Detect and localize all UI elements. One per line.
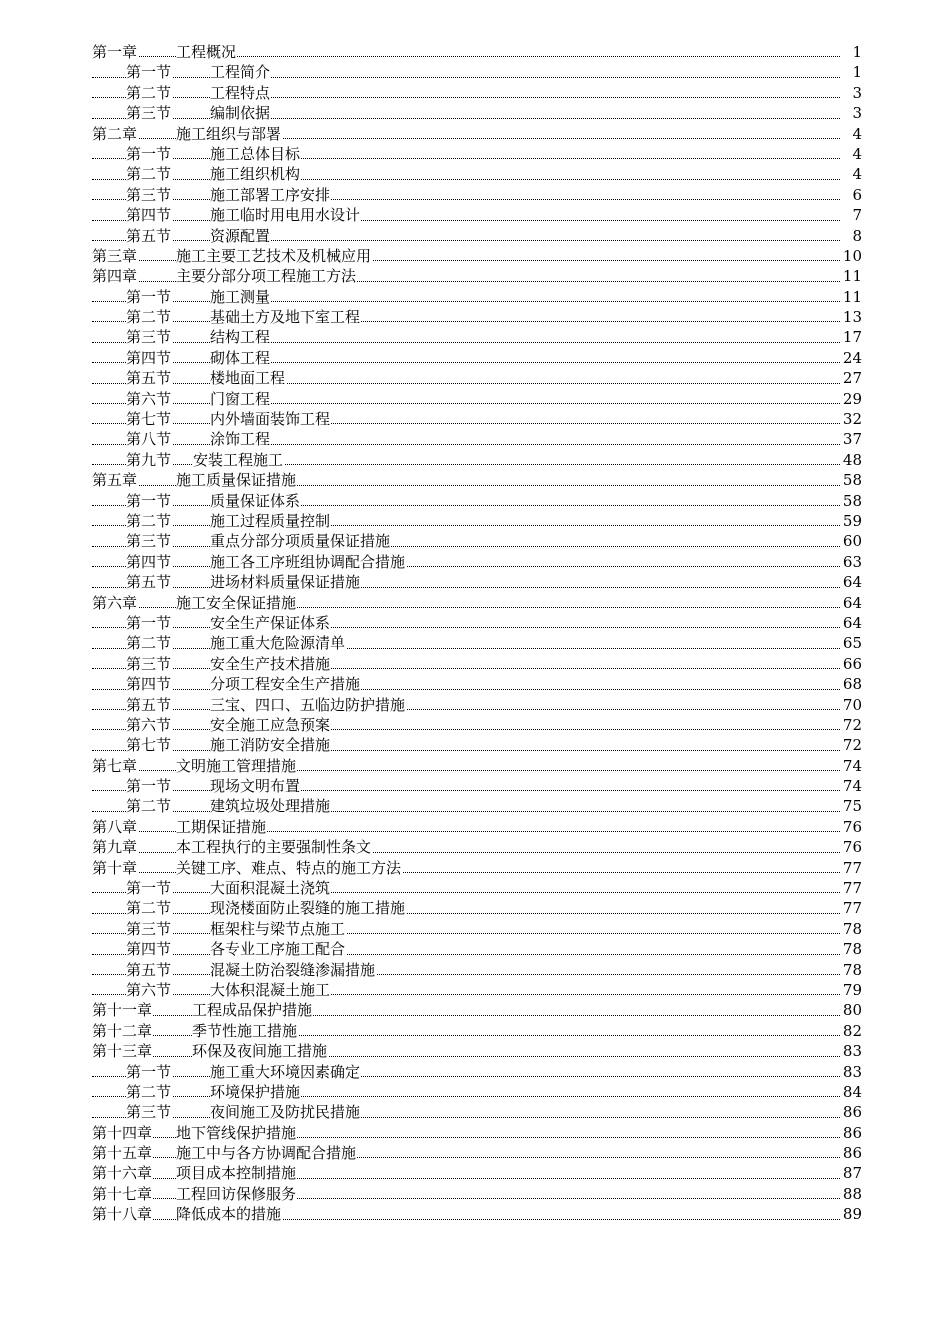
toc-entry-number: 第二节	[126, 899, 172, 918]
dot-leader	[92, 362, 840, 363]
toc-entry-page: 7	[852, 206, 862, 225]
toc-entry-page: 68	[842, 675, 862, 694]
toc-entry-page: 4	[852, 144, 862, 163]
dot-leader	[92, 546, 840, 547]
toc-entry-number: 第一章	[92, 43, 138, 61]
toc-chapter-entry[interactable]	[92, 1000, 862, 1020]
dot-leader	[92, 97, 840, 98]
toc-chapter-entry[interactable]	[92, 1204, 862, 1224]
toc-entry-page: 86	[842, 1123, 862, 1142]
toc-section-entry[interactable]	[92, 287, 862, 307]
toc-entry-number: 第二节	[126, 1082, 172, 1101]
toc-entry-title: 施工消防安全措施	[210, 736, 331, 755]
toc-entry-page: 3	[852, 83, 862, 102]
toc-chapter-entry[interactable]	[92, 1143, 862, 1163]
toc-entry-title: 结构工程	[210, 328, 271, 347]
toc-entry-title: 工程概况	[176, 43, 237, 61]
toc-entry-number: 第十四章	[92, 1123, 153, 1142]
toc-entry-number: 第四节	[126, 552, 172, 571]
dot-leader	[92, 729, 840, 730]
toc-entry-page: 27	[842, 369, 862, 388]
toc-entry-page: 77	[842, 899, 862, 918]
toc-entry-page: 37	[842, 430, 862, 449]
toc-entry-title: 夜间施工及防扰民措施	[210, 1103, 361, 1122]
toc-section-entry[interactable]	[92, 552, 862, 572]
dot-leader	[92, 77, 840, 78]
toc-section-entry[interactable]	[92, 715, 862, 735]
toc-entry-number: 第三节	[126, 654, 172, 673]
dot-leader	[92, 627, 840, 628]
toc-entry-number: 第五节	[126, 695, 172, 714]
toc-entry-page: 4	[852, 124, 862, 143]
toc-entry-number: 第三节	[126, 919, 172, 938]
toc-entry-title: 降低成本的措施	[176, 1205, 282, 1224]
toc-section-entry[interactable]	[92, 205, 862, 225]
toc-entry-number: 第七节	[126, 410, 172, 429]
toc-entry-page: 24	[842, 348, 862, 367]
toc-section-entry[interactable]	[92, 62, 862, 82]
toc-entry-page: 76	[842, 838, 862, 857]
toc-section-entry[interactable]	[92, 695, 862, 715]
toc-chapter-entry[interactable]	[92, 124, 862, 144]
toc-entry-title: 涂饰工程	[210, 430, 271, 449]
toc-entry-number: 第十五章	[92, 1144, 153, 1163]
toc-chapter-entry[interactable]	[92, 470, 862, 490]
toc-section-entry[interactable]	[92, 103, 862, 123]
toc-entry-page: 86	[842, 1103, 862, 1122]
toc-entry-number: 第二节	[126, 511, 172, 530]
toc-entry-number: 第五章	[92, 471, 138, 490]
toc-entry-page: 79	[842, 980, 862, 999]
toc-entry-title: 施工中与各方协调配合措施	[176, 1144, 357, 1163]
dot-leader	[92, 933, 840, 934]
dot-leader	[92, 1117, 840, 1118]
dot-leader	[92, 648, 840, 649]
toc-entry-title: 关键工序、难点、特点的施工方法	[176, 858, 402, 877]
toc-section-entry[interactable]	[92, 83, 862, 103]
dot-leader	[92, 301, 840, 302]
toc-entry-title: 文明施工管理措施	[176, 756, 297, 775]
dot-leader	[92, 383, 840, 384]
toc-entry-number: 第一节	[126, 491, 172, 510]
toc-entry-page: 78	[842, 960, 862, 979]
dot-leader	[92, 158, 840, 159]
toc-entry-title: 重点分部分项质量保证措施	[210, 532, 391, 551]
toc-chapter-entry[interactable]	[92, 1041, 862, 1061]
toc-entry-title: 砌体工程	[210, 348, 271, 367]
toc-entry-title: 施工组织机构	[210, 165, 301, 184]
toc-entry-number: 第五节	[126, 573, 172, 592]
toc-entry-number: 第八章	[92, 817, 138, 836]
toc-section-entry[interactable]	[92, 164, 862, 184]
toc-section-entry[interactable]	[92, 185, 862, 205]
toc-entry-title: 施工各工序班组协调配合措施	[210, 552, 406, 571]
toc-section-entry[interactable]	[92, 491, 862, 511]
toc-chapter-entry[interactable]	[92, 756, 862, 776]
toc-entry-title: 质量保证体系	[210, 491, 301, 510]
toc-chapter-entry[interactable]	[92, 266, 862, 286]
toc-entry-number: 第十八章	[92, 1205, 153, 1224]
dot-leader	[92, 587, 840, 588]
toc-entry-number: 第二节	[126, 634, 172, 653]
toc-entry-page: 60	[842, 532, 862, 551]
dot-leader	[92, 240, 840, 241]
dot-leader	[92, 709, 840, 710]
toc-section-entry[interactable]	[92, 898, 862, 918]
toc-entry-number: 第三节	[126, 532, 172, 551]
dot-leader	[92, 689, 840, 690]
toc-entry-number: 第十七章	[92, 1184, 153, 1203]
toc-entry-page: 63	[842, 552, 862, 571]
toc-entry-number: 第十章	[92, 858, 138, 877]
toc-section-entry[interactable]	[92, 796, 862, 816]
toc-entry-title: 施工质量保证措施	[176, 471, 297, 490]
toc-entry-page: 78	[842, 919, 862, 938]
toc-entry-number: 第十六章	[92, 1164, 153, 1183]
toc-entry-title: 混凝土防治裂缝渗漏措施	[210, 960, 376, 979]
toc-entry-page: 84	[842, 1082, 862, 1101]
toc-entry-page: 58	[842, 491, 862, 510]
toc-entry-title: 施工部署工序安排	[210, 185, 331, 204]
toc-entry-number: 第一节	[126, 144, 172, 163]
toc-entry-number: 第一节	[126, 1062, 172, 1081]
toc-entry-number: 第一节	[126, 613, 172, 632]
toc-chapter-entry[interactable]	[92, 1163, 862, 1183]
toc-chapter-entry[interactable]	[92, 837, 862, 857]
toc-entry-title: 施工重大危险源清单	[210, 634, 346, 653]
toc-entry-page: 11	[842, 287, 862, 306]
toc-entry-page: 10	[842, 246, 862, 265]
toc-entry-title: 三宝、四口、五临边防护措施	[210, 695, 406, 714]
dot-leader	[92, 423, 840, 424]
toc-entry-title: 大体积混凝土施工	[210, 980, 331, 999]
toc-section-entry[interactable]	[92, 735, 862, 755]
toc-entry-page: 4	[852, 165, 862, 184]
toc-entry-page: 74	[842, 756, 862, 775]
toc-entry-number: 第六节	[126, 389, 172, 408]
toc-entry-page: 88	[842, 1184, 862, 1203]
toc-entry-page: 78	[842, 940, 862, 959]
toc-section-entry[interactable]	[92, 776, 862, 796]
toc-entry-number: 第二章	[92, 124, 138, 143]
toc-entry-title: 地下管线保护措施	[176, 1123, 297, 1142]
toc-section-entry[interactable]	[92, 1102, 862, 1122]
toc-chapter-entry[interactable]	[92, 1123, 862, 1143]
toc-entry-page: 29	[842, 389, 862, 408]
toc-entry-title: 大面积混凝土浇筑	[210, 879, 331, 898]
dot-leader	[92, 790, 840, 791]
toc-entry-number: 第十一章	[92, 1001, 153, 1020]
toc-entry-number: 第十二章	[92, 1021, 153, 1040]
toc-entry-page: 1	[852, 43, 862, 61]
dot-leader	[92, 892, 840, 893]
toc-entry-title: 安全生产技术措施	[210, 654, 331, 673]
toc-entry-page: 72	[842, 736, 862, 755]
toc-entry-page: 65	[842, 634, 862, 653]
toc-entry-title: 环保及夜间施工措施	[192, 1042, 328, 1061]
toc-entry-page: 83	[842, 1062, 862, 1081]
toc-section-entry[interactable]	[92, 1062, 862, 1082]
toc-entry-title: 季节性施工措施	[192, 1021, 298, 1040]
toc-section-entry[interactable]	[92, 980, 862, 1000]
toc-entry-title: 各专业工序施工配合	[210, 940, 346, 959]
toc-entry-number: 第三节	[126, 104, 172, 123]
toc-entry-number: 第六节	[126, 980, 172, 999]
toc-section-entry[interactable]	[92, 878, 862, 898]
table-of-contents	[92, 42, 862, 1225]
toc-entry-number: 第六节	[126, 715, 172, 734]
dot-leader	[92, 525, 840, 526]
toc-entry-page: 74	[842, 777, 862, 796]
toc-section-entry[interactable]	[92, 226, 862, 246]
toc-entry-number: 第七节	[126, 736, 172, 755]
toc-section-entry[interactable]	[92, 654, 862, 674]
toc-section-entry[interactable]	[92, 1082, 862, 1102]
toc-entry-number: 第三节	[126, 1103, 172, 1122]
toc-entry-title: 现场文明布置	[210, 777, 301, 796]
toc-entry-title: 施工主要工艺技术及机械应用	[176, 246, 372, 265]
toc-entry-number: 第四节	[126, 675, 172, 694]
toc-entry-page: 3	[852, 104, 862, 123]
toc-entry-title: 工程成品保护措施	[192, 1001, 313, 1020]
dot-leader	[92, 403, 840, 404]
toc-section-entry[interactable]	[92, 307, 862, 327]
dot-leader	[92, 321, 840, 322]
toc-entry-number: 第三节	[126, 185, 172, 204]
toc-entry-number: 第三章	[92, 246, 138, 265]
toc-entry-title: 项目成本控制措施	[176, 1164, 297, 1183]
toc-section-entry[interactable]	[92, 327, 862, 347]
toc-chapter-entry[interactable]	[92, 1184, 862, 1204]
toc-entry-title: 施工测量	[210, 287, 271, 306]
dot-leader	[92, 199, 840, 200]
toc-entry-title: 工程简介	[210, 63, 271, 82]
dot-leader	[92, 566, 840, 567]
toc-entry-title: 施工重大环境因素确定	[210, 1062, 361, 1081]
toc-entry-page: 17	[842, 328, 862, 347]
toc-entry-page: 82	[842, 1021, 862, 1040]
toc-entry-title: 施工组织与部署	[176, 124, 282, 143]
toc-section-entry[interactable]	[92, 572, 862, 592]
toc-chapter-entry[interactable]	[92, 858, 862, 878]
toc-entry-page: 48	[842, 450, 862, 469]
toc-entry-number: 第三节	[126, 328, 172, 347]
toc-entry-title: 工期保证措施	[176, 817, 267, 836]
toc-entry-page: 64	[842, 593, 862, 612]
toc-entry-page: 87	[842, 1164, 862, 1183]
toc-chapter-entry[interactable]	[92, 42, 862, 62]
toc-entry-page: 58	[842, 471, 862, 490]
toc-section-entry[interactable]	[92, 429, 862, 449]
toc-entry-page: 89	[842, 1205, 862, 1224]
toc-entry-title: 施工临时用电用水设计	[210, 206, 361, 225]
toc-entry-number: 第十三章	[92, 1042, 153, 1061]
toc-section-entry[interactable]	[92, 409, 862, 429]
toc-entry-number: 第五节	[126, 960, 172, 979]
toc-entry-title: 资源配置	[210, 226, 271, 245]
toc-entry-title: 现浇楼面防止裂缝的施工措施	[210, 899, 406, 918]
dot-leader	[92, 444, 840, 445]
toc-entry-number: 第五节	[126, 226, 172, 245]
toc-section-entry[interactable]	[92, 511, 862, 531]
toc-entry-page: 64	[842, 573, 862, 592]
toc-entry-number: 第一节	[126, 777, 172, 796]
toc-entry-number: 第一节	[126, 63, 172, 82]
toc-section-entry[interactable]	[92, 531, 862, 551]
toc-entry-page: 64	[842, 613, 862, 632]
toc-entry-number: 第四节	[126, 940, 172, 959]
dot-leader	[92, 811, 840, 812]
toc-section-entry[interactable]	[92, 389, 862, 409]
toc-entry-number: 第六章	[92, 593, 138, 612]
toc-entry-page: 80	[842, 1001, 862, 1020]
toc-chapter-entry[interactable]	[92, 593, 862, 613]
toc-entry-number: 第一节	[126, 287, 172, 306]
toc-entry-page: 83	[842, 1042, 862, 1061]
toc-section-entry[interactable]	[92, 368, 862, 388]
toc-entry-page: 11	[842, 267, 862, 286]
toc-entry-page: 1	[852, 63, 862, 82]
toc-entry-title: 楼地面工程	[210, 369, 286, 388]
toc-entry-title: 进场材料质量保证措施	[210, 573, 361, 592]
toc-chapter-entry[interactable]	[92, 1021, 862, 1041]
toc-entry-title: 安装工程施工	[193, 450, 284, 469]
toc-entry-page: 13	[842, 308, 862, 327]
toc-entry-page: 72	[842, 715, 862, 734]
toc-entry-number: 第二节	[126, 308, 172, 327]
toc-entry-title: 基础土方及地下室工程	[210, 308, 361, 327]
toc-entry-page: 6	[852, 185, 862, 204]
dot-leader	[92, 954, 840, 955]
toc-entry-number: 第二节	[126, 797, 172, 816]
toc-entry-number: 第四节	[126, 348, 172, 367]
toc-entry-page: 86	[842, 1144, 862, 1163]
toc-entry-title: 工程回访保修服务	[176, 1184, 297, 1203]
toc-entry-number: 第五节	[126, 369, 172, 388]
toc-entry-title: 框架柱与梁节点施工	[210, 919, 346, 938]
toc-entry-title: 环境保护措施	[210, 1082, 301, 1101]
toc-entry-title: 主要分部分项工程施工方法	[176, 267, 357, 286]
toc-entry-page: 59	[842, 511, 862, 530]
toc-entry-page: 75	[842, 797, 862, 816]
toc-entry-number: 第四节	[126, 206, 172, 225]
toc-entry-title: 本工程执行的主要强制性条文	[176, 838, 372, 857]
toc-entry-number: 第七章	[92, 756, 138, 775]
toc-section-entry[interactable]	[92, 960, 862, 980]
dot-leader	[92, 505, 840, 506]
toc-section-entry[interactable]	[92, 348, 862, 368]
dot-leader	[92, 1096, 840, 1097]
dot-leader	[92, 750, 840, 751]
toc-entry-title: 内外墙面装饰工程	[210, 410, 331, 429]
toc-entry-title: 工程特点	[210, 83, 271, 102]
toc-entry-page: 32	[842, 410, 862, 429]
toc-entry-title: 安全施工应急预案	[210, 715, 331, 734]
toc-entry-page: 76	[842, 817, 862, 836]
toc-entry-number: 第九章	[92, 838, 138, 857]
toc-entry-title: 分项工程安全生产措施	[210, 675, 361, 694]
toc-entry-title: 安全生产保证体系	[210, 613, 331, 632]
toc-entry-title: 编制依据	[210, 104, 271, 123]
toc-entry-page: 70	[842, 695, 862, 714]
toc-section-entry[interactable]	[92, 450, 862, 470]
toc-entry-title: 施工安全保证措施	[176, 593, 297, 612]
toc-entry-page: 77	[842, 879, 862, 898]
toc-chapter-entry[interactable]	[92, 246, 862, 266]
dot-leader	[92, 220, 840, 221]
toc-entry-number: 第二节	[126, 165, 172, 184]
toc-section-entry[interactable]	[92, 613, 862, 633]
toc-entry-number: 第二节	[126, 83, 172, 102]
toc-entry-number: 第九节	[126, 450, 172, 469]
dot-leader	[92, 342, 840, 343]
toc-entry-page: 8	[852, 226, 862, 245]
dot-leader	[92, 179, 840, 180]
toc-entry-number: 第八节	[126, 430, 172, 449]
toc-entry-title: 施工过程质量控制	[210, 511, 331, 530]
toc-entry-page: 66	[842, 654, 862, 673]
toc-entry-number: 第一节	[126, 879, 172, 898]
toc-section-entry[interactable]	[92, 919, 862, 939]
toc-entry-title: 门窗工程	[210, 389, 271, 408]
toc-section-entry[interactable]	[92, 674, 862, 694]
toc-section-entry[interactable]	[92, 144, 862, 164]
toc-entry-page: 77	[842, 858, 862, 877]
dot-leader	[92, 913, 840, 914]
toc-chapter-entry[interactable]	[92, 817, 862, 837]
dot-leader	[92, 974, 840, 975]
toc-entry-title: 施工总体目标	[210, 144, 301, 163]
toc-section-entry[interactable]	[92, 939, 862, 959]
toc-entry-number: 第四章	[92, 267, 138, 286]
toc-section-entry[interactable]	[92, 633, 862, 653]
dot-leader	[92, 1076, 840, 1077]
toc-entry-title: 建筑垃圾处理措施	[210, 797, 331, 816]
dot-leader	[92, 118, 840, 119]
dot-leader	[92, 994, 840, 995]
dot-leader	[92, 668, 840, 669]
